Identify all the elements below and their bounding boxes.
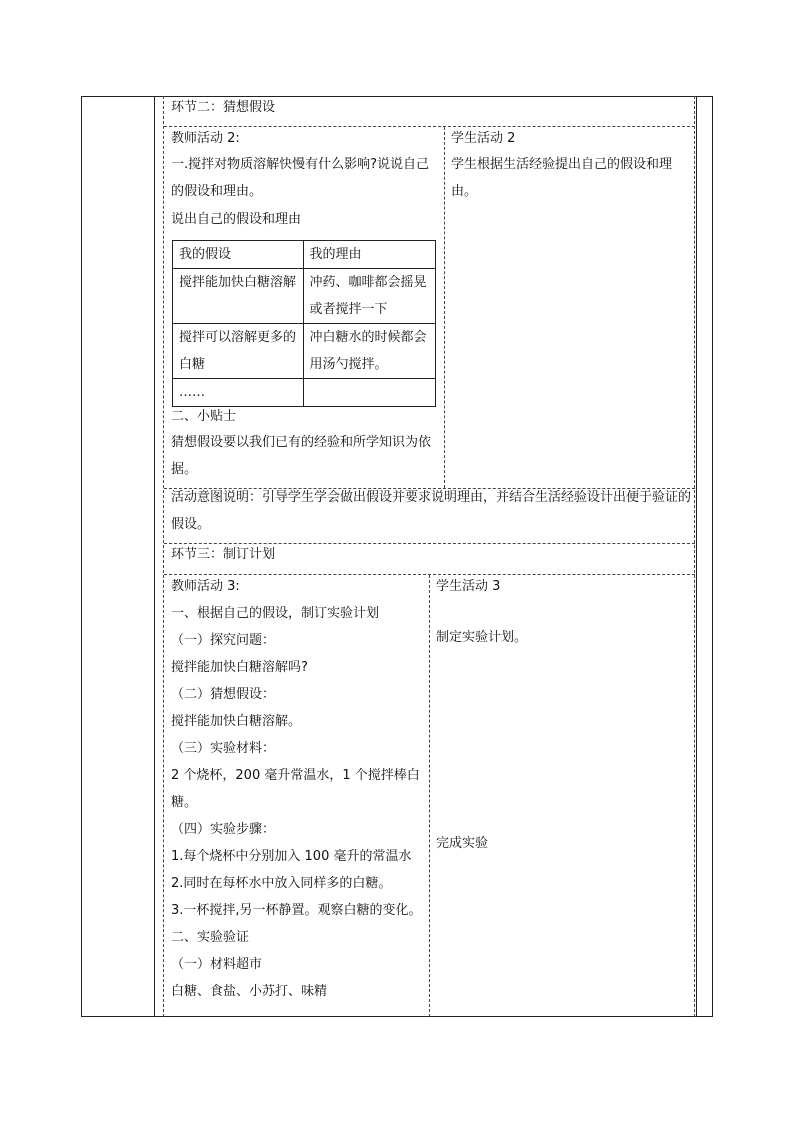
table-header: 我的假设	[173, 241, 304, 269]
hypothesis-table	[172, 240, 436, 407]
plan-line: 3.一杯搅拌,另一杯静置。观察白糖的变化。	[171, 903, 422, 918]
student-activity-3-heading: 学生活动 3	[436, 579, 501, 594]
section2-column-divider	[444, 127, 445, 488]
table-row	[173, 269, 436, 324]
teacher-activity-2-prompt: 说出自己的假设和理由	[171, 212, 302, 227]
plan-line: 1.每个烧杯中分别加入 100 毫升的常温水	[171, 849, 412, 864]
student-activity-3-complete: 完成实验	[436, 836, 489, 851]
plan-line: 二、实验验证	[171, 930, 250, 945]
teacher-activity-3-heading: 教师活动 3:	[171, 579, 240, 594]
plan-line: （一）探究问题：	[171, 633, 276, 648]
plan-line: 一、根据自己的假设，制订实验计划	[171, 606, 380, 621]
plan-line: 白糖、食盐、小苏打、味精	[171, 984, 328, 999]
table-cell	[303, 379, 436, 407]
teacher-activity-2-question: 一.搅拌对物质溶解快慢有什么影响?说说自己的假设和理由。	[171, 157, 430, 199]
table-cell: 冲白糖水的时候都会用汤勺搅拌。	[303, 324, 436, 379]
plan-line: （四）实验步骤：	[171, 822, 276, 837]
student-activity-2-heading: 学生活动 2	[451, 131, 516, 146]
plan-line: 2.同时在每杯水中放入同样多的白糖。	[171, 876, 392, 891]
plan-line: （三）实验材料：	[171, 741, 276, 756]
table-row	[173, 324, 436, 379]
section2-title: 环节二：猜想假设	[171, 100, 276, 115]
section3-column-divider	[429, 575, 430, 1017]
tip-title: 二、小贴士	[171, 409, 237, 424]
table-cell: 搅拌能加快白糖溶解	[173, 269, 304, 324]
student-activity-2-text: 学生根据生活经验提出自己的假设和理由。	[451, 157, 673, 199]
table-row	[173, 379, 436, 407]
tip-text: 猜想假设要以我们已有的经验和所学知识为依据。	[171, 435, 432, 477]
section3-title: 环节三：制订计划	[171, 547, 276, 562]
plan-line: （二）猜想假设：	[171, 687, 276, 702]
table-header-row	[173, 241, 436, 269]
plan-line: 搅拌能加快白糖溶解吗?	[171, 660, 308, 675]
table-cell: 搅拌可以溶解更多的白糖	[173, 324, 304, 379]
activity-intent: 活动意图说明：引导学生学会做出假设并要求说明理由，并结合生活经验设计出便于验证的假设。	[171, 490, 692, 532]
table-cell: 冲药、咖啡都会摇晃或者搅拌一下	[303, 269, 436, 324]
student-activity-3-plan: 制定实验计划。	[436, 630, 528, 645]
left-column-divider	[154, 96, 155, 1017]
plan-line: （一）材料超市	[171, 957, 263, 972]
table-header: 我的理由	[303, 241, 436, 269]
right-column-divider	[696, 96, 697, 1017]
plan-line: 糖。	[171, 795, 198, 810]
plan-line: 搅拌能加快白糖溶解。	[171, 714, 302, 729]
teacher-activity-2-heading: 教师活动 2:	[171, 131, 240, 146]
plan-line: 2 个烧杯，200 毫升常温水，1 个搅拌棒白	[171, 768, 420, 783]
table-cell: ……	[173, 379, 304, 407]
